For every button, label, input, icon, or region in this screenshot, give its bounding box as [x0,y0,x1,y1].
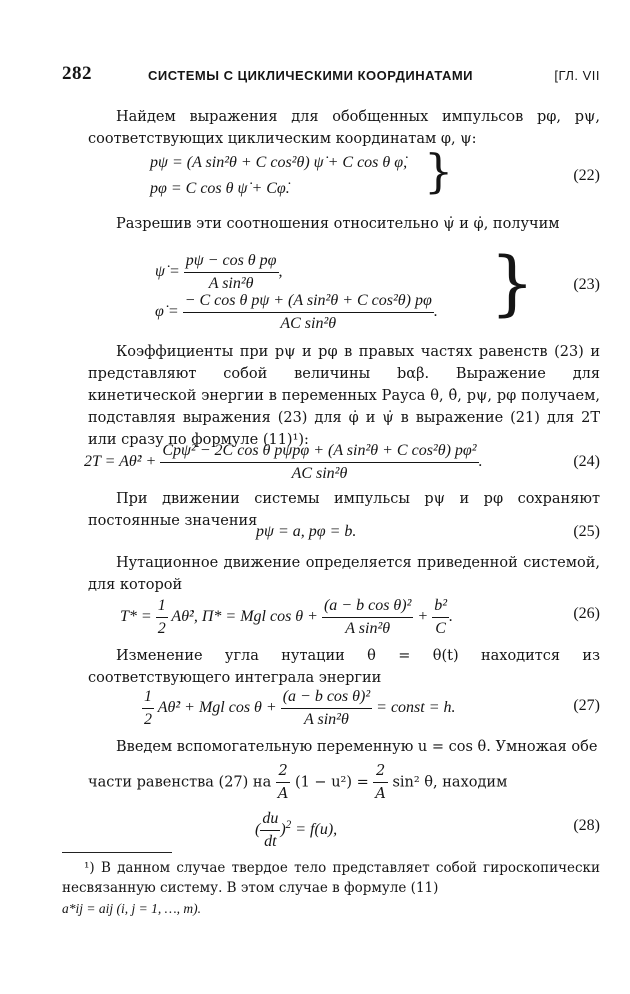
eq23a-denominator: A sin²θ [208,275,254,292]
eq26-tstar: T* = [120,608,152,626]
equation-22b: pφ = C cos θ ψ̇ + Cφ̇. [150,180,290,197]
eq26-denominator: A sin²θ [345,620,391,637]
eq23b-denominator: AC sin²θ [280,315,337,332]
running-title: СИСТЕМЫ С ЦИКЛИЧЕСКИМИ КООРДИНАТАМИ [148,68,473,83]
eq27-numerator: (a − b cos θ)² [281,686,372,709]
equation-26: T* = $\frac{1}{2}$ Aθ̇², Π* = Mgl cos θ + $\frac{\text{(a − b cos θ)²}}{\text{A sin²θ}}$ + $\frac{\text{b²}}{C}$ . [120,595,453,640]
eq26-fraction2 [432,595,449,640]
eq26-numerator: (a − b cos θ)² [322,595,413,618]
page-number: 282 [62,63,92,84]
eq27-fraction [281,686,372,731]
equation-28: ( $\frac{du}{dt}$ )$^2$ = f(u), [255,808,337,853]
eq27-denominator: A sin²θ [304,711,349,728]
eq28-fraction [260,808,280,853]
footnote-text: ¹) В данном случае твердое тело представляет собой гироскопически несвязанную систему. В этом случае в формуле (11) [62,860,600,896]
eq26-half-den: 2 [157,620,166,637]
equation-24: 2T = Aθ̇² + $\frac{\text{Cpψ² − 2C cos θ pψpφ + (A sin²θ + C cos²θ) pφ²}}{\text{AC sin²θ}}$ . [84,440,483,485]
paragraph-nutation: Нутационное движение определяется приведенной системой, для которой [88,555,600,593]
eq23a-lhs: ψ̇ = [155,263,180,281]
equation-number-27: (27) [573,697,600,714]
chapter-label: [ГЛ. VII [554,68,600,83]
equation-number-22: (22) [573,167,600,184]
equation-23b: φ̇ = $\frac{\text{− C cos θ pψ + (A sin²θ + C cos²θ) pφ}}{\text{AC sin²θ}}$ . [155,290,438,335]
eq23b-numerator: − C cos θ pψ + (A sin²θ + C cos²θ) pφ [183,290,434,313]
equation-number-24: (24) [573,453,600,470]
paragraph-resolve: Разрешив эти соотношения относительно ψ̇ и φ̇, получим [116,216,560,232]
eq28-rhs: = f(u), [295,821,338,839]
footnote-formula: a*ij = aij (i, j = 1, …, m). [62,901,201,916]
paragraph-nutation-angle: Изменение угла нутации θ = θ(t) находится из соответствующего интеграла энергии [88,648,600,686]
equation-25: pψ = a, pφ = b. [256,523,357,540]
equation-23a: ψ̇ = $\frac{\text{pψ − cos θ pφ}}{\text{A sin²θ}}$ , [155,250,283,295]
equation-number-26: (26) [573,605,600,622]
right-brace-23: } [490,242,535,324]
eq23b-lhs: φ̇ = [155,303,179,321]
eq27-half-num: 1 [142,686,154,709]
aux-frac1-den: A [277,786,289,802]
eq27-half [142,686,154,731]
eq26-numerator2: b² [432,595,449,618]
paragraph-impulses: Найдем выражения для обобщенных импульсов pφ, pψ, соответствующих циклическим координатам φ, ψ: [88,109,600,147]
eq28-numerator: du [260,808,280,831]
eq24-denominator: AC sin²θ [291,465,348,482]
aux-end: sin² θ [392,774,434,791]
aux-frac2 [373,760,387,805]
equation-27 [142,686,456,731]
paragraph-coefficients: Коэффициенты при pψ и pφ в правых частях равенств (23) и представляют собой величины bαβ. Выражение для кинетической энергии в переменных Рауса θ, θ̇, pψ, pφ получаем, подставляя выражения (23) для φ̇ и ψ̇ в выражение (21) для 2T или сразу по формуле (11)¹): [88,344,600,448]
eq23a-fraction [184,250,279,295]
paragraph-constant-impulses: При движении системы импульсы pψ и pφ сохраняют постоянные значения [88,491,600,529]
eq27-mid: Aθ̇² + Mgl cos θ + [157,699,277,717]
equation-22a: pψ = (A sin²θ + C cos²θ) ψ̇ + C cos θ φ̇, [150,154,408,171]
footnote-rule [62,852,172,853]
aux-post: , находим [433,774,508,791]
eq24-lhs: 2T = Aθ̇² + [84,453,157,471]
eq26-denominator2: C [435,620,446,637]
equation-number-28: (28) [573,817,600,834]
eq24-fraction [160,440,478,485]
paragraph-auxiliary-b [88,760,600,804]
aux-frac1 [276,760,290,805]
eq23b-fraction [183,290,434,335]
paragraph-auxiliary-a: Введем вспомогательную переменную u = cos θ. Умножая обе [116,739,598,755]
aux-frac2-den: A [375,786,386,802]
eq28-denominator: dt [264,833,277,850]
aux-pre: части равенства (27) на [88,774,272,791]
aux-mid: (1 − u²) = [294,774,369,791]
eq23a-numerator: pψ − cos θ pφ [184,250,279,273]
eq26-fraction [322,595,413,640]
eq26-half [156,595,168,640]
eq27-rhs: = const = h. [376,699,456,717]
equation-number-25: (25) [573,523,600,540]
equation-number-23: (23) [573,276,600,293]
eq24-numerator: Cpψ² − 2C cos θ pψpφ + (A sin²θ + C cos²θ) pφ² [160,440,478,463]
aux-frac2-num: 2 [373,760,387,783]
right-brace-22: } [424,144,454,198]
eq26-half-num: 1 [156,595,168,618]
eq26-mid: Aθ̇², Π* = Mgl cos θ + [171,608,318,626]
eq27-half-den: 2 [144,711,152,728]
running-header [62,63,600,87]
aux-frac1-num: 2 [276,760,290,783]
